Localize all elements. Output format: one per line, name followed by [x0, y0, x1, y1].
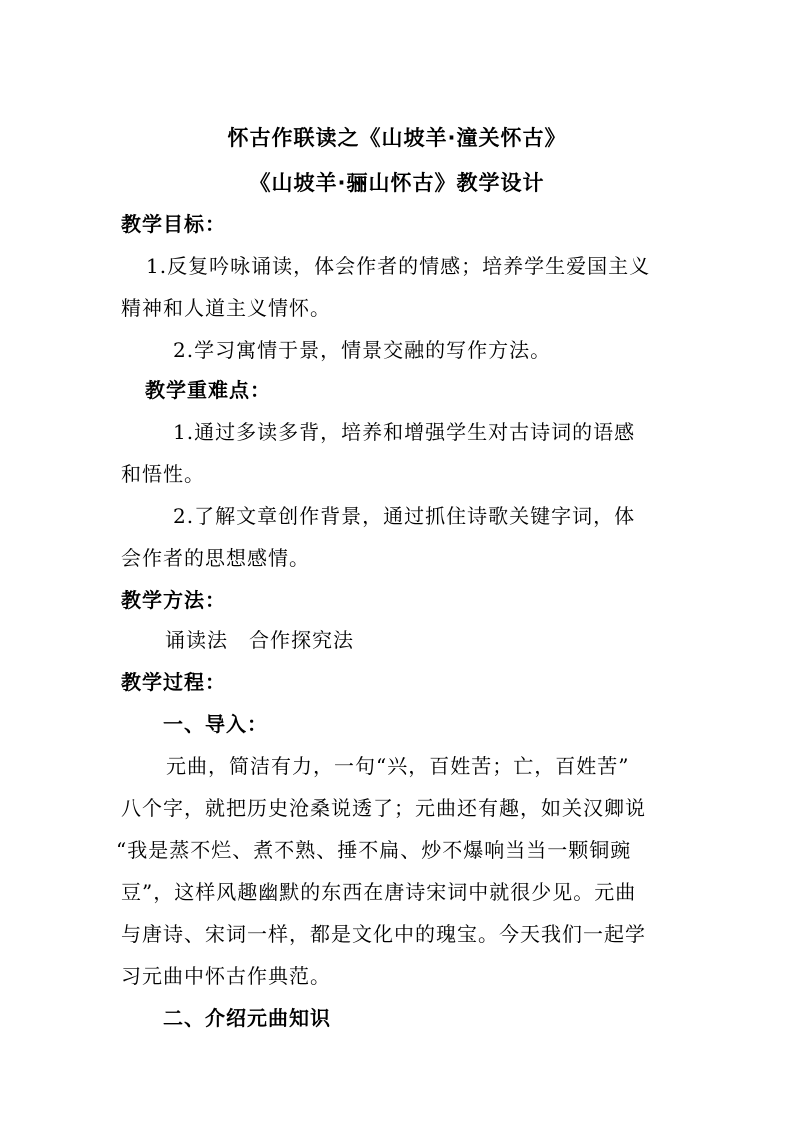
intro-paragraph-line-2: 八个字，就把历史沧桑说透了；元曲还有趣，如关汉卿说: [121, 796, 646, 820]
objectives-heading: 教学目标：: [121, 212, 226, 236]
intro-paragraph-line-6: 习元曲中怀古作典范。: [121, 964, 331, 988]
objective-item-2: 2.学习寓情于景，情景交融的写作方法。: [173, 338, 552, 362]
objective-item-1-line-1: 1.反复吟咏诵读，体会作者的情感；培养学生爱国主义: [146, 254, 651, 278]
methods-heading: 教学方法：: [121, 588, 226, 612]
key-point-item-1-line-1: 1.通过多读多背，培养和增强学生对古诗词的语感: [173, 420, 636, 444]
intro-paragraph-line-5: 与唐诗、宋词一样，都是文化中的瑰宝。今天我们一起学: [121, 922, 646, 946]
key-points-heading: 教学重难点：: [145, 378, 271, 402]
key-point-item-2-line-1: 2.了解文章创作背景，通过抓住诗歌关键字词，体: [173, 504, 636, 528]
intro-paragraph-line-3: “我是蒸不烂、煮不熟、捶不扁、炒不爆响当当一颗铜豌: [116, 838, 632, 862]
key-point-item-2-line-2: 会作者的思想感情。: [121, 546, 310, 570]
document-title-line-2: 《山坡羊·骊山怀古》教学设计: [249, 171, 545, 195]
methods-content: 诵读法 合作探究法: [165, 628, 354, 652]
intro-paragraph-line-1: 元曲，简洁有力，一句“兴，百姓苦；亡，百姓苦”: [166, 754, 630, 778]
process-step-2-heading: 二、介绍元曲知识: [163, 1006, 331, 1030]
objective-item-1-line-2: 精神和人道主义情怀。: [121, 296, 331, 320]
document-title-line-1: 怀古作联读之《山坡羊·潼关怀古》: [227, 126, 567, 150]
intro-paragraph-line-4: 豆”，这样风趣幽默的东西在唐诗宋词中就很少见。元曲: [121, 880, 637, 904]
process-step-1-heading: 一、导入：: [163, 712, 268, 736]
key-point-item-1-line-2: 和悟性。: [121, 462, 205, 486]
process-heading: 教学过程：: [121, 670, 226, 694]
